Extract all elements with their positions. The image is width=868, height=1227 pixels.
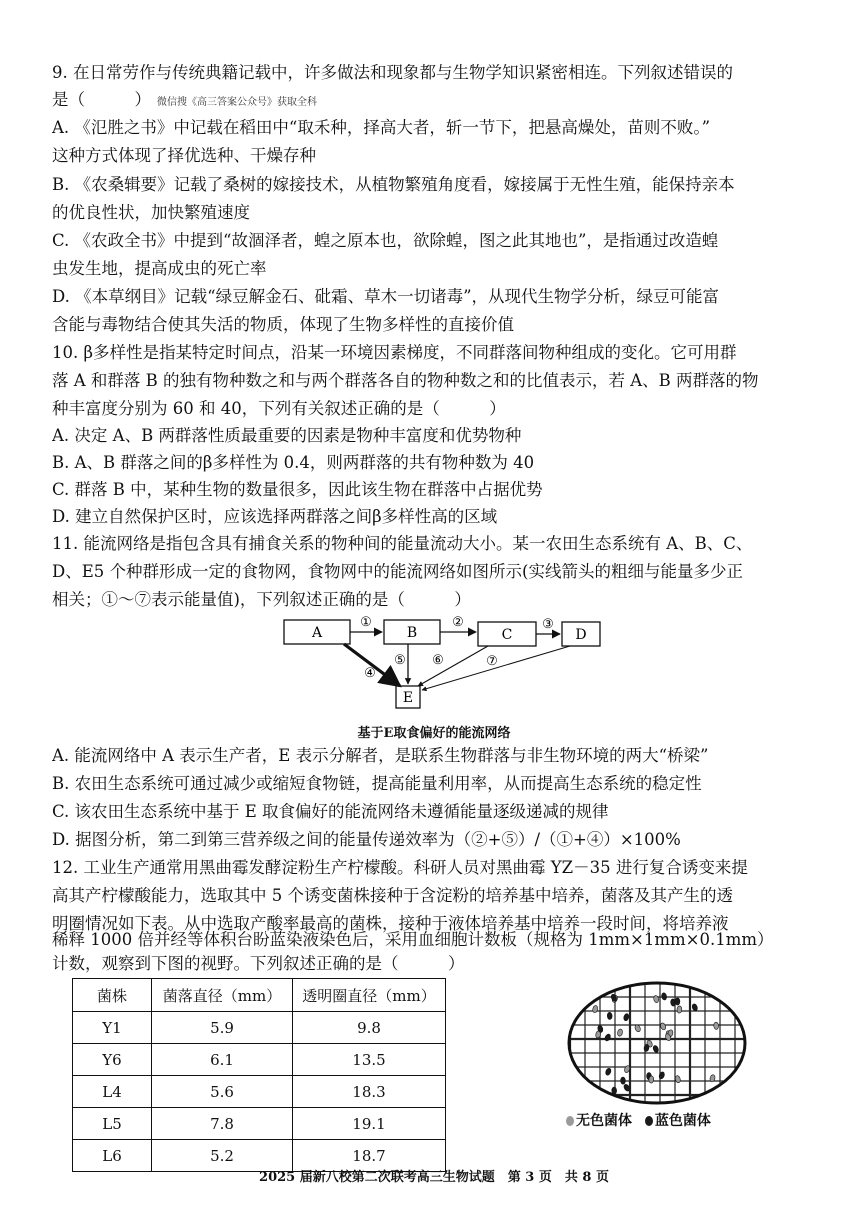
label-3: ③	[542, 617, 554, 632]
colorless-cell	[653, 995, 659, 1003]
q11-option-c: C. 该农田生态系统中基于 E 取食偏好的能流网络未遵循能量逐级递减的规律	[52, 802, 609, 821]
q9-option-d-line2: 含能与毒物结合使其失活的物质，体现了生物多样性的直接价值	[52, 315, 514, 334]
table-cell: Y6	[73, 1044, 152, 1076]
q11-stem-line3: 相关；①～⑦表示能量值)，下列叙述正确的是（ ）	[52, 590, 471, 609]
table-header-row	[73, 979, 446, 1012]
blue-cell	[661, 992, 667, 1000]
blue-cell	[675, 998, 680, 1005]
q12-stem-line5: 计数，观察到下图的视野。下列叙述正确的是（ ）	[52, 954, 465, 973]
table-cell: 13.5	[293, 1044, 446, 1076]
table-cell: L4	[73, 1076, 152, 1108]
table-cell: L5	[73, 1108, 152, 1140]
label-6: ⑥	[432, 653, 444, 668]
colorless-cell	[660, 1022, 667, 1030]
node-a	[284, 620, 350, 644]
q9-option-c-line2: 虫发生地，提高成虫的死亡率	[52, 259, 267, 278]
q11-option-a: A. 能流网络中 A 表示生产者，E 表示分解者，是联系生物群落与非生物环境的两大“桥梁”	[52, 746, 709, 765]
blue-cell	[691, 1003, 698, 1011]
table-cell: 6.1	[152, 1044, 293, 1076]
blue-cell	[604, 1033, 612, 1042]
blue-cell	[612, 1087, 617, 1094]
table-row	[73, 1108, 446, 1140]
blue-cell-icon	[645, 1116, 653, 1126]
q9-stem-line1: 9. 在日常劳作与传统典籍记载中，许多做法和现象都与生物学知识紧密相连。下列叙述错误的	[52, 63, 733, 82]
colorless-cell-icon	[566, 1116, 574, 1126]
svg-text:B: B	[406, 625, 418, 641]
table-row	[73, 1044, 446, 1076]
q11-option-b: B. 农田生态系统可通过减少或缩短食物链，提高能量利用率，从而提高生态系统的稳定性	[52, 774, 702, 793]
table-header-cell: 透明圈直径（mm）	[293, 979, 446, 1012]
q11-stem-line1: 11. 能流网络是指包含具有捕食关系的物种间的能量流动大小。某一农田生态系统有 A、B、C、	[52, 534, 753, 553]
page-footer: 2025 届新八校第二次联考高三生物试题 第 3 页 共 8 页	[259, 1170, 609, 1185]
q12-stem-line2: 高其产柠檬酸能力，选取其中 5 个诱变菌株接种于含淀粉的培养基中培养，菌落及其产生的透	[52, 886, 733, 905]
legend-blue-label: 蓝色菌体	[654, 1113, 711, 1129]
table-cell: 18.7	[293, 1140, 446, 1172]
q9-stem-line2	[52, 89, 822, 114]
colorless-cell	[677, 1006, 682, 1014]
label-7: ⑦	[486, 654, 498, 669]
arrow-c-to-e	[418, 646, 488, 686]
blue-cell	[620, 1077, 625, 1084]
table-header-cell: 菌落直径（mm）	[152, 979, 293, 1012]
q9-stem-blank: 是（ ）	[52, 90, 151, 109]
blue-cell	[605, 1067, 612, 1076]
q11-stem-line2: D、E5 个种群形成一定的食物网，食物网中的能流网络如图所示(实线箭头的粗细与能量多少正	[52, 562, 743, 581]
q9-option-b-line2: 的优良性状，加快繁殖速度	[52, 203, 250, 222]
q10-option-c: C. 群落 B 中，某种生物的数量很多，因此该生物在群落中占据优势	[52, 480, 543, 499]
q9-watermark-note: 微信搜《高三答案公众号》获取全科	[157, 97, 317, 108]
table-cell: 9.8	[293, 1012, 446, 1044]
label-4: ④	[364, 666, 376, 681]
legend-colorless-label: 无色菌体	[576, 1113, 632, 1129]
q11-option-d: D. 据图分析，第二到第三营养级之间的能量传递效率为（②+⑤）/（①+④）×100%	[52, 830, 681, 849]
hemocytometer-field-illustration	[562, 980, 752, 1106]
q10-stem-line3: 种丰富度分别为 60 和 40，下列有关叙述正确的是（ ）	[52, 399, 506, 418]
q10-stem-line2: 落 A 和群落 B 的独有物种数之和与两个群落各自的物种数之和的比值表示，若 A、B 两群落的物	[52, 371, 759, 390]
blue-cell	[670, 999, 676, 1007]
colorless-cell	[617, 1029, 623, 1037]
q9-option-c-line1: C. 《农政全书》中提到“故涸泽者，蝗之原本也，欲除蝗，图之此其地也”，是指通过改造蝗	[52, 231, 719, 250]
blue-cell	[658, 1071, 665, 1079]
node-d	[562, 622, 600, 646]
label-1: ①	[360, 615, 372, 630]
diagram-caption: 基于E取食偏好的能流网络	[357, 726, 511, 741]
q9-option-d-line1: D. 《本草纲目》记载“绿豆解金石、砒霜、草木一切诸毒”，从现代生物学分析，绿豆可能富	[52, 287, 720, 306]
q12-stem-line1: 12. 工业生产通常用黑曲霉发酵淀粉生产柠檬酸。科研人员对黑曲霉 YZ－35 进行复合诱变来提	[52, 858, 748, 877]
table-cell: 19.1	[293, 1108, 446, 1140]
q9-option-b-line1: B. 《农桑辑要》记载了桑树的嫁接技术，从植物繁殖角度看，嫁接属于无性生殖，能保持亲本	[52, 175, 735, 194]
blue-cell	[652, 1045, 659, 1054]
node-b	[384, 620, 440, 644]
blue-cell	[623, 1013, 629, 1021]
colorless-cell	[592, 1005, 598, 1013]
table-cell: 5.2	[152, 1140, 293, 1172]
colorless-cell	[714, 1022, 719, 1030]
q10-stem-line1: 10. β多样性是指某特定时间点，沿某一环境因素梯度，不同群落间物种组成的变化。它可用群	[52, 343, 737, 362]
table-row	[73, 1076, 446, 1108]
q10-option-b: B. A、B 群落之间的β多样性为 0.4，则两群落的共有物种数为 40	[52, 453, 535, 472]
node-e	[396, 686, 420, 708]
q9-option-a-line1: A. 《氾胜之书》中记载在稻田中“取禾种，择高大者，斩一节下，把悬高燥处，苗则不败。”	[52, 118, 711, 137]
svg-text:E: E	[402, 690, 414, 706]
colorless-cell	[649, 1076, 654, 1084]
q12-stem-line3: 明圈情况如下表。从中选取产酸率最高的菌株，接种于液体培养基中培养一段时间，将培养液	[52, 914, 729, 933]
table-cell: 5.6	[152, 1076, 293, 1108]
table-cell: 7.8	[152, 1108, 293, 1140]
q10-option-d: D. 建立自然保护区时，应该选择两群落之间β多样性高的区域	[52, 507, 498, 526]
q12-stem-line4: 稀释 1000 倍并经等体积台盼蓝染液染色后，采用血细胞计数板（规格为 1mm×1mm×0.1mm）	[52, 930, 774, 949]
svg-text:A: A	[311, 625, 323, 641]
label-5: ⑤	[394, 653, 406, 668]
node-c	[478, 622, 536, 646]
q9-option-a-line2: 这种方式体现了择优选种、干燥存种	[52, 146, 316, 165]
table-header-cell: 菌株	[73, 979, 152, 1012]
label-2: ②	[452, 615, 464, 630]
hemocytometer-legend	[566, 1110, 711, 1130]
strain-table	[72, 978, 446, 1172]
q10-option-a: A. 决定 A、B 两群落性质最重要的因素是物种丰富度和优势物种	[52, 426, 522, 445]
table-cell: L6	[73, 1140, 152, 1172]
table-cell: Y1	[73, 1012, 152, 1044]
table-cell: 5.9	[152, 1012, 293, 1044]
svg-text:D: D	[575, 627, 587, 643]
svg-text:C: C	[501, 627, 513, 643]
blue-cell	[607, 1012, 612, 1019]
table-cell: 18.3	[293, 1076, 446, 1108]
energy-flow-network-diagram	[270, 610, 610, 714]
table-row	[73, 1012, 446, 1044]
